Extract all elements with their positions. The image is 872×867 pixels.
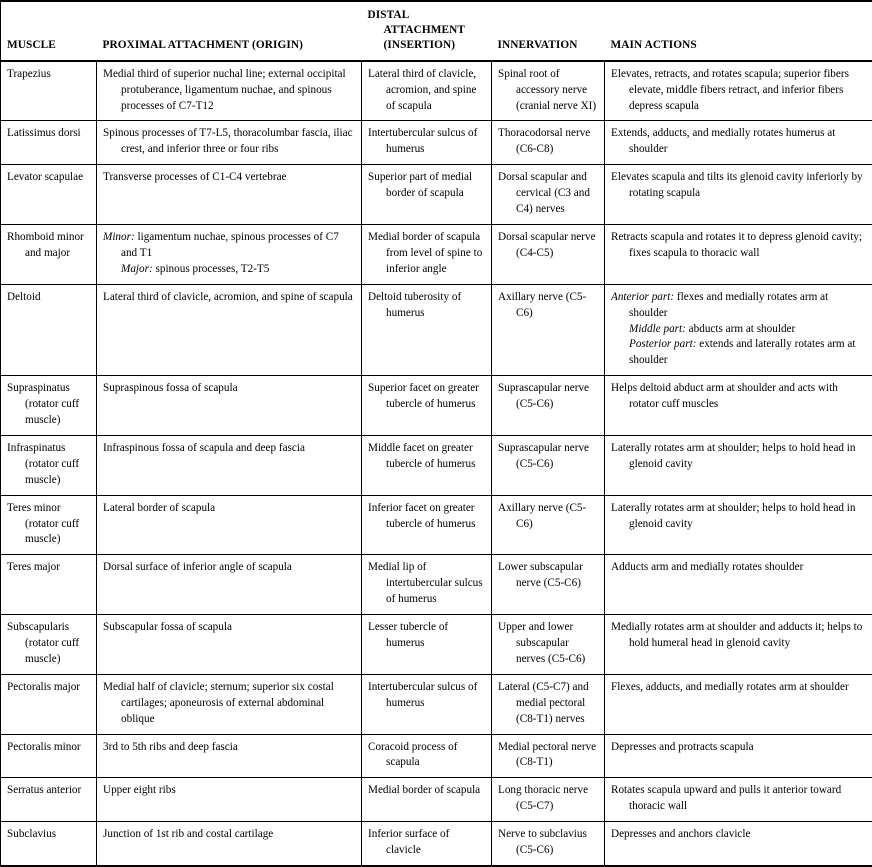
cell-part: Posterior part: extends and laterally rotates arm at shoulder [611, 337, 866, 369]
cell-main-actions [605, 778, 872, 822]
cell-main-actions [605, 615, 872, 675]
cell-distal-attachment [362, 674, 492, 734]
cell-innervation [492, 224, 605, 284]
cell-proximal-attachment [97, 555, 362, 615]
cell-part: Anterior part: flexes and medially rotates arm at shoulder [611, 290, 866, 322]
cell-text: Retracts scapula and rotates it to depress glenoid cavity; fixes scapula to thoracic wall [611, 230, 866, 262]
cell-text: Transverse processes of C1-C4 vertebrae [103, 170, 355, 186]
cell-text: Supraspinous fossa of scapula [103, 381, 355, 397]
cell-text: Lateral (C5-C7) and medial pectoral (C8-T1) nerves [498, 680, 598, 728]
column-header-line: ATTACHMENT [368, 23, 486, 38]
cell-innervation [492, 495, 605, 555]
cell-text: Junction of 1st rib and costal cartilage [103, 827, 355, 843]
cell-text: Inferior surface of clavicle [368, 827, 485, 859]
cell-part: Middle part: abducts arm at shoulder [611, 322, 866, 338]
cell-text: Medial border of scapula from level of spine to inferior angle [368, 230, 485, 278]
cell-innervation [492, 734, 605, 778]
cell-muscle [1, 165, 97, 225]
cell-main-actions [605, 495, 872, 555]
cell-text: Lateral third of clavicle, acromion, and spine of scapula [103, 290, 355, 306]
cell-innervation [492, 674, 605, 734]
table-row [1, 674, 872, 734]
cell-text: Intertubercular sulcus of humerus [368, 126, 485, 158]
cell-text: Middle facet on greater tubercle of humerus [368, 441, 485, 473]
cell-main-actions [605, 376, 872, 436]
cell-text: Depresses and protracts scapula [611, 740, 866, 756]
cell-muscle [1, 822, 97, 866]
cell-text: Teres minor (rotator cuff muscle) [7, 501, 90, 549]
cell-muscle [1, 61, 97, 121]
cell-innervation [492, 376, 605, 436]
cell-text: Laterally rotates arm at shoulder; helps to hold head in glenoid cavity [611, 441, 866, 473]
cell-proximal-attachment [97, 61, 362, 121]
table-row [1, 61, 872, 121]
cell-main-actions [605, 121, 872, 165]
cell-text: Supraspinatus (rotator cuff muscle) [7, 381, 90, 429]
cell-text: Subclavius [7, 827, 90, 843]
cell-text: Extends, adducts, and medially rotates humerus at shoulder [611, 126, 866, 158]
cell-innervation [492, 555, 605, 615]
cell-text: Teres major [7, 560, 90, 576]
cell-innervation [492, 121, 605, 165]
cell-muscle [1, 674, 97, 734]
cell-part: Minor: ligamentum nuchae, spinous processes of C7 and T1 [103, 230, 355, 262]
cell-text: Deltoid tuberosity of humerus [368, 290, 485, 322]
cell-proximal-attachment [97, 822, 362, 866]
cell-muscle [1, 615, 97, 675]
table-row [1, 555, 872, 615]
cell-text: Subscapular fossa of scapula [103, 620, 355, 636]
cell-text: Deltoid [7, 290, 90, 306]
cell-text: Inferior facet on greater tubercle of humerus [368, 501, 485, 533]
cell-text: Intertubercular sulcus of humerus [368, 680, 485, 712]
table-row [1, 734, 872, 778]
cell-text: Medial third of superior nuchal line; external occipital protuberance, ligamentum nuchae, and spinous processes of C7-T12 [103, 67, 355, 115]
table-row [1, 822, 872, 866]
cell-muscle [1, 224, 97, 284]
cell-text: 3rd to 5th ribs and deep fascia [103, 740, 355, 756]
cell-text: Rotates scapula upward and pulls it anterior toward thoracic wall [611, 783, 866, 815]
column-header-distal-attachment [362, 1, 492, 61]
cell-distal-attachment [362, 121, 492, 165]
cell-proximal-attachment [97, 165, 362, 225]
part-label: Middle part: [629, 323, 686, 335]
cell-main-actions [605, 61, 872, 121]
cell-innervation [492, 284, 605, 376]
cell-text: Dorsal surface of inferior angle of scapula [103, 560, 355, 576]
cell-distal-attachment [362, 778, 492, 822]
cell-text: Axillary nerve (C5-C6) [498, 290, 598, 322]
column-header-muscle: MUSCLE [1, 1, 97, 61]
cell-text: Axillary nerve (C5-C6) [498, 501, 598, 533]
cell-main-actions [605, 555, 872, 615]
cell-main-actions [605, 822, 872, 866]
cell-text: Rhomboid minor and major [7, 230, 90, 262]
cell-muscle [1, 778, 97, 822]
cell-muscle [1, 495, 97, 555]
cell-text: Serratus anterior [7, 783, 90, 799]
cell-innervation [492, 165, 605, 225]
cell-muscle [1, 284, 97, 376]
cell-proximal-attachment [97, 734, 362, 778]
cell-distal-attachment [362, 822, 492, 866]
column-header-line: DISTAL [368, 8, 486, 23]
table-row [1, 121, 872, 165]
cell-text: Suprascapular nerve (C5-C6) [498, 441, 598, 473]
cell-text: Helps deltoid abduct arm at shoulder and acts with rotator cuff muscles [611, 381, 866, 413]
cell-text: Upper and lower subscapular nerves (C5-C6) [498, 620, 598, 668]
cell-text: Superior part of medial border of scapula [368, 170, 485, 202]
cell-text: Spinal root of accessory nerve (cranial nerve XI) [498, 67, 598, 115]
cell-proximal-attachment [97, 674, 362, 734]
cell-innervation [492, 778, 605, 822]
cell-distal-attachment [362, 165, 492, 225]
cell-text: Pectoralis major [7, 680, 90, 696]
table-row [1, 284, 872, 376]
cell-text: Elevates, retracts, and rotates scapula; superior fibers elevate, middle fibers retract, and inferior fibers depress scapula [611, 67, 866, 115]
cell-text: Long thoracic nerve (C5-C7) [498, 783, 598, 815]
cell-muscle [1, 121, 97, 165]
cell-text: Infraspinous fossa of scapula and deep fascia [103, 441, 355, 457]
cell-main-actions [605, 435, 872, 495]
cell-text: Elevates scapula and tilts its glenoid cavity inferiorly by rotating scapula [611, 170, 866, 202]
column-header-line: (INSERTION) [368, 38, 486, 53]
cell-distal-attachment [362, 734, 492, 778]
cell-proximal-attachment [97, 495, 362, 555]
column-header-main-actions: MAIN ACTIONS [605, 1, 872, 61]
cell-text: Suprascapular nerve (C5-C6) [498, 381, 598, 413]
cell-distal-attachment [362, 224, 492, 284]
column-header-innervation: INNERVATION [492, 1, 605, 61]
cell-distal-attachment [362, 284, 492, 376]
cell-innervation [492, 615, 605, 675]
part-label: Posterior part: [629, 338, 696, 350]
cell-distal-attachment [362, 495, 492, 555]
cell-text: Subscapularis (rotator cuff muscle) [7, 620, 90, 668]
table-row [1, 615, 872, 675]
table-body [1, 61, 872, 866]
table-row [1, 778, 872, 822]
cell-text: Lateral border of scapula [103, 501, 355, 517]
cell-text: Medial border of scapula [368, 783, 485, 799]
part-label: Anterior part: [611, 291, 674, 303]
cell-text: Medial half of clavicle; sternum; superior six costal cartilages; aponeurosis of external abdominal oblique [103, 680, 355, 728]
table-row [1, 495, 872, 555]
cell-innervation [492, 61, 605, 121]
cell-text: Medial pectoral nerve (C8-T1) [498, 740, 598, 772]
cell-text: Pectoralis minor [7, 740, 90, 756]
table-header [1, 1, 872, 61]
cell-part: Major: spinous processes, T2-T5 [103, 262, 355, 278]
cell-text: Levator scapulae [7, 170, 90, 186]
cell-muscle [1, 435, 97, 495]
cell-main-actions [605, 284, 872, 376]
cell-text: Lateral third of clavicle, acromion, and spine of scapula [368, 67, 485, 115]
cell-muscle [1, 734, 97, 778]
cell-innervation [492, 822, 605, 866]
cell-text: Medial lip of intertubercular sulcus of humerus [368, 560, 485, 608]
part-label: Major: [121, 263, 153, 275]
cell-text: Trapezius [7, 67, 90, 83]
cell-distal-attachment [362, 376, 492, 436]
cell-main-actions [605, 224, 872, 284]
cell-main-actions [605, 734, 872, 778]
cell-text: Dorsal scapular nerve (C4-C5) [498, 230, 598, 262]
cell-text: Flexes, adducts, and medially rotates arm at shoulder [611, 680, 866, 696]
cell-proximal-attachment [97, 615, 362, 675]
cell-text: Depresses and anchors clavicle [611, 827, 866, 843]
cell-text: Nerve to subclavius (C5-C6) [498, 827, 598, 859]
cell-distal-attachment [362, 61, 492, 121]
cell-proximal-attachment [97, 778, 362, 822]
cell-text: Spinous processes of T7-L5, thoracolumbar fascia, iliac crest, and inferior three or four ribs [103, 126, 355, 158]
cell-innervation [492, 435, 605, 495]
cell-text: Coracoid process of scapula [368, 740, 485, 772]
table-row [1, 224, 872, 284]
cell-muscle [1, 376, 97, 436]
cell-text: Lesser tubercle of humerus [368, 620, 485, 652]
cell-text: Adducts arm and medially rotates shoulder [611, 560, 866, 576]
cell-text: Infraspinatus (rotator cuff muscle) [7, 441, 90, 489]
cell-proximal-attachment [97, 121, 362, 165]
cell-distal-attachment [362, 435, 492, 495]
cell-text: Thoracodorsal nerve (C6-C8) [498, 126, 598, 158]
header-row [1, 1, 872, 61]
cell-distal-attachment [362, 555, 492, 615]
cell-distal-attachment [362, 615, 492, 675]
cell-proximal-attachment [97, 284, 362, 376]
cell-text: Laterally rotates arm at shoulder; helps to hold head in glenoid cavity [611, 501, 866, 533]
cell-text: Dorsal scapular and cervical (C3 and C4) nerves [498, 170, 598, 218]
table-row [1, 376, 872, 436]
cell-text: Superior facet on greater tubercle of humerus [368, 381, 485, 413]
cell-proximal-attachment [97, 376, 362, 436]
part-label: Minor: [103, 231, 135, 243]
table-row [1, 165, 872, 225]
cell-text: Latissimus dorsi [7, 126, 90, 142]
cell-main-actions [605, 165, 872, 225]
table-row [1, 435, 872, 495]
cell-text: Upper eight ribs [103, 783, 355, 799]
cell-text: Lower subscapular nerve (C5-C6) [498, 560, 598, 592]
column-header-proximal-attachment: PROXIMAL ATTACHMENT (ORIGIN) [97, 1, 362, 61]
cell-main-actions [605, 674, 872, 734]
cell-muscle [1, 555, 97, 615]
cell-text: Medially rotates arm at shoulder and adducts it; helps to hold humeral head in glenoid cavity [611, 620, 866, 652]
cell-proximal-attachment [97, 435, 362, 495]
cell-proximal-attachment [97, 224, 362, 284]
